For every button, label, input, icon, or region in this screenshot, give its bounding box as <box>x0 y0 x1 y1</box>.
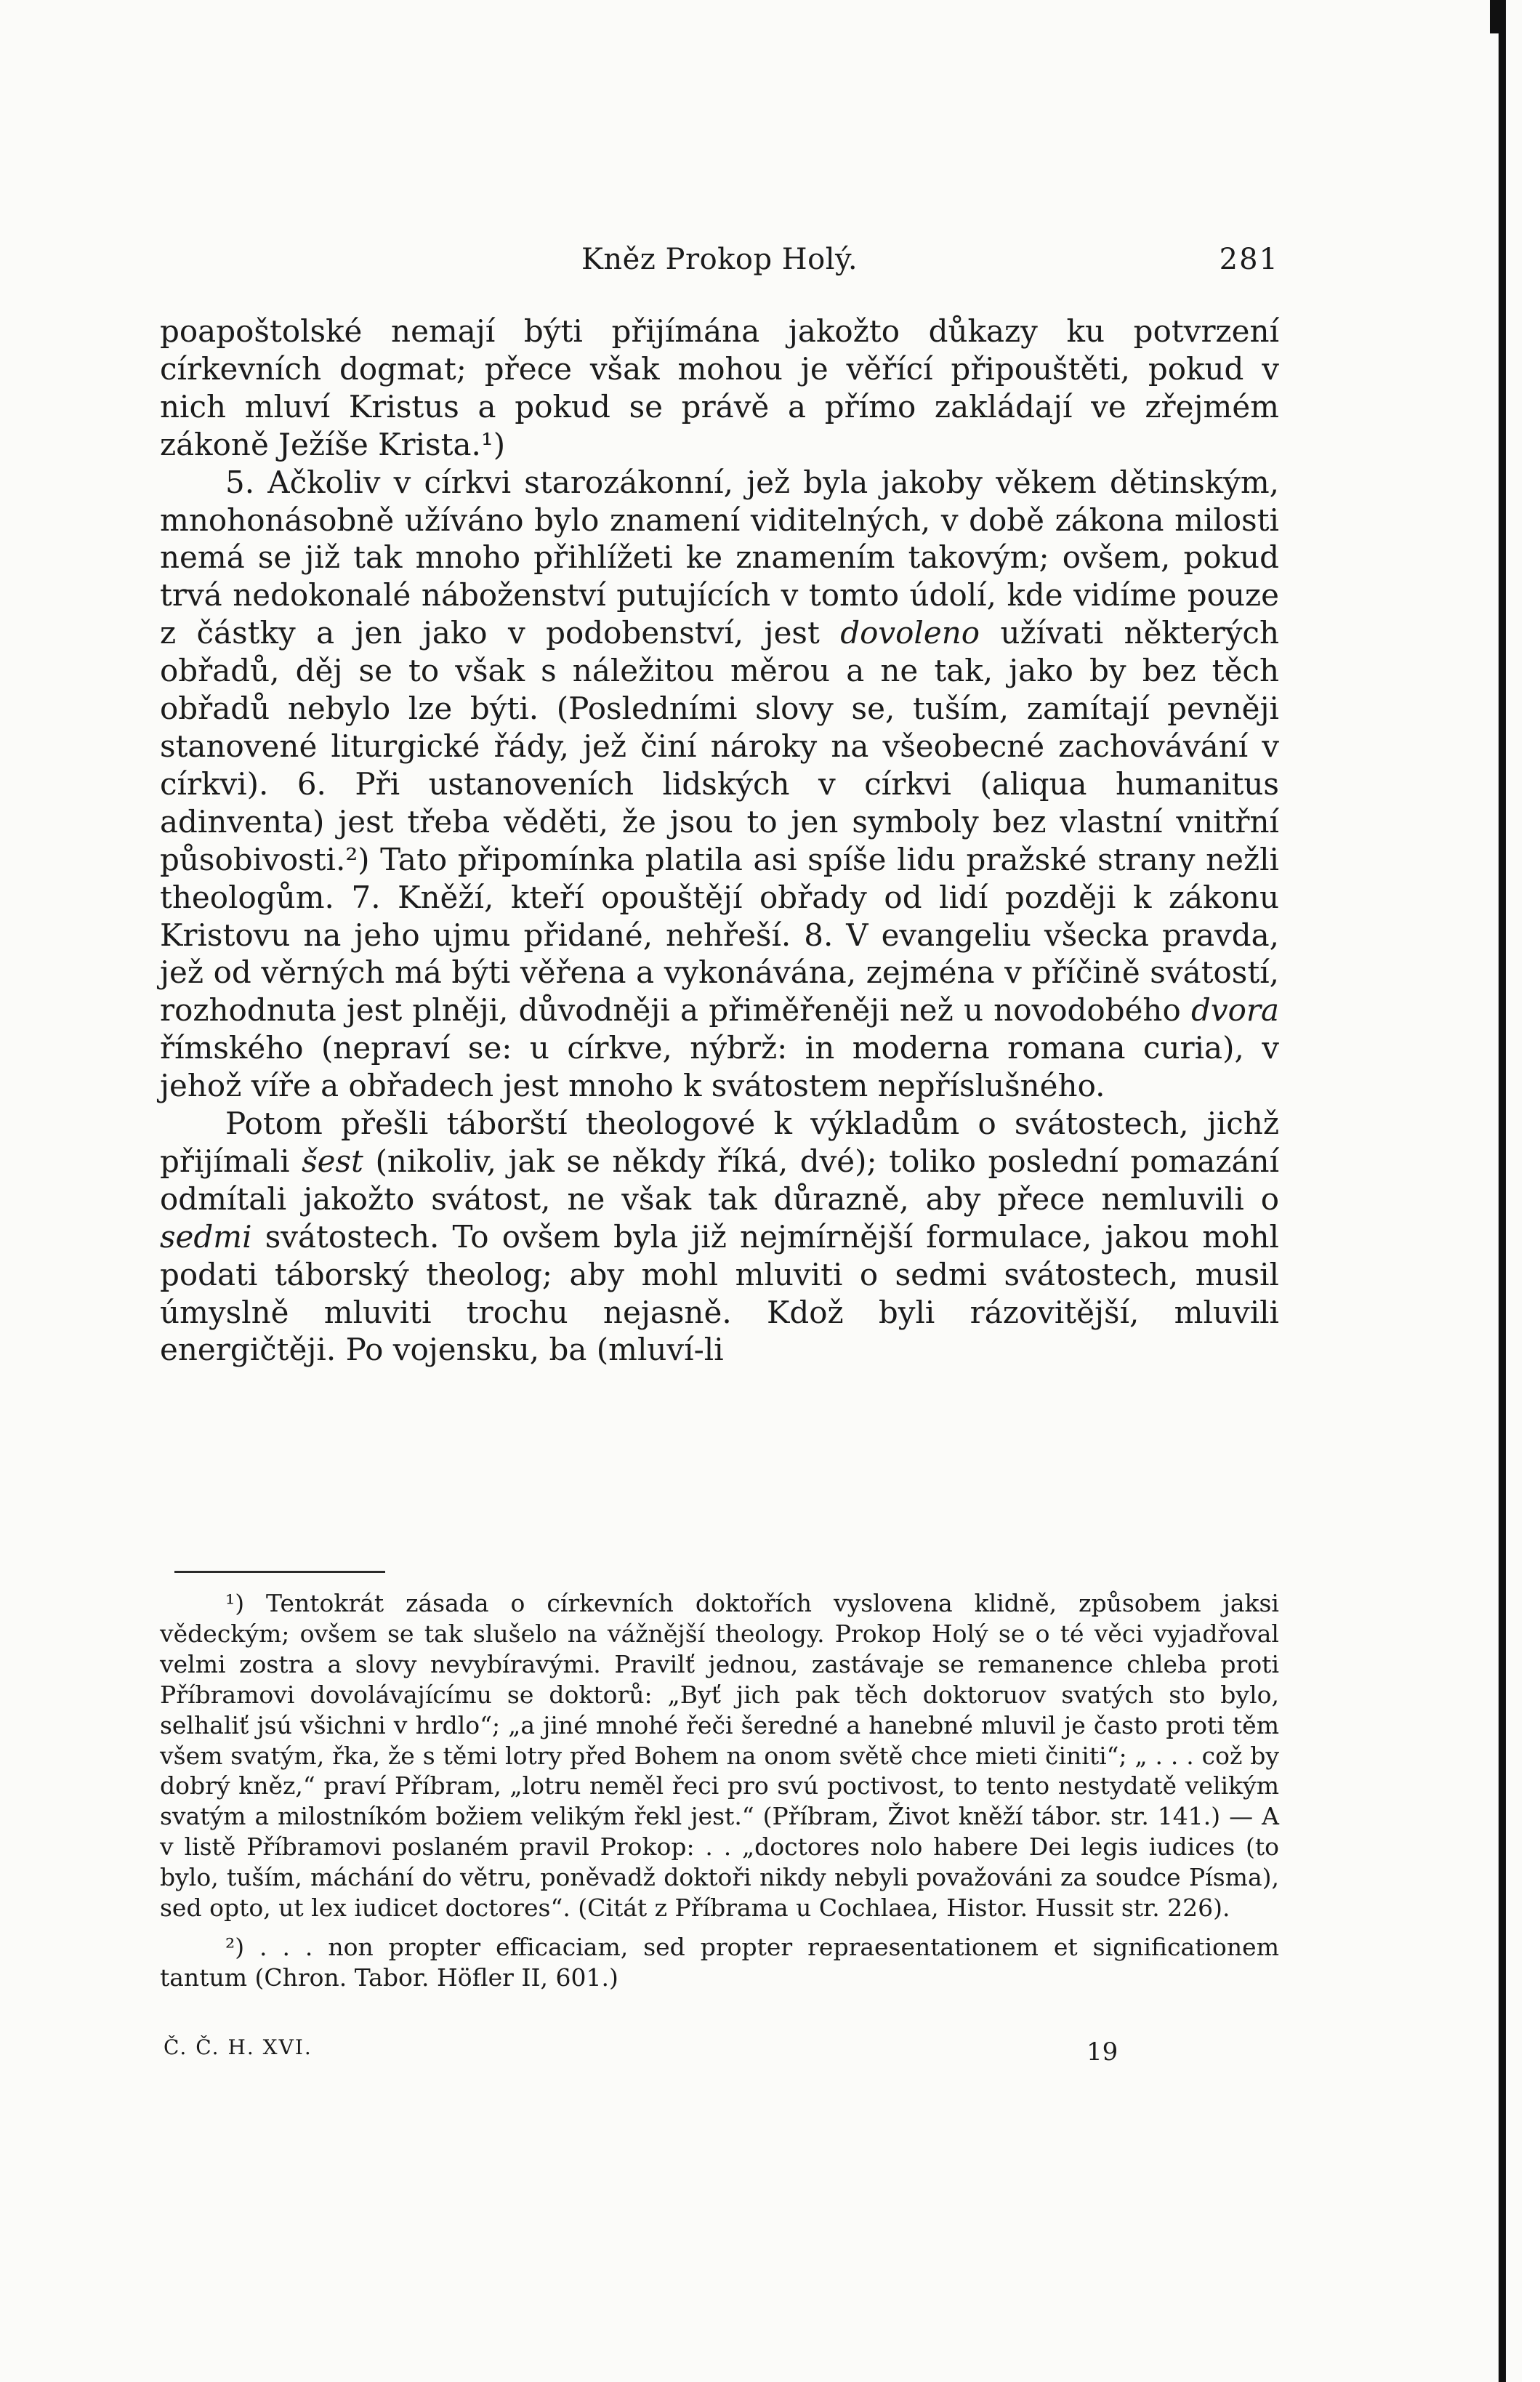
paragraph-3-text-b: (nikoliv, jak se někdy říká, dvé); toliko poslední pomazání odmítali jakožto svátost, ne však tak důrazně, aby přece nemluvili o <box>160 1143 1280 1217</box>
paragraph-2-text: 5. Ačkoliv v církvi starozákonní, jež byla jakoby věkem dětinským, mnohonásobně užíváno bylo znamení viditelných, v době zákona milosti nemá se již tak mnoho přihlížeti ke znamením takovým; ovšem, pokud trvá nedokonalé náboženství putujících v tomto údolí, kde vidíme pouze z částky a jen jako v podobenství, jest <box>160 464 1279 651</box>
footnote-1: ¹) Tentokrát zásada o církevních doktořích vyslovena klidně, způsobem jaksi vědeckým; ovšem se tak slušelo na vážnější theology. Prokop Holý se o té věci vyjadřoval velmi zostra a slovy nevybíravými. Pravilť jednou, zastávaje se remanence chleba proti Příbramovi dovolávajícímu se doktorů: „Byť jich pak těch doktoruov svatých sto bylo, selhaliť jsú všichni v hrdlo“; „a jiné mnohé řeči šeredné a hanebné mluvil je často proti těm všem svatým, řka, že s těmi lotry před Bohem na onom světě chce mieti činiti“; „ . . . což by dobrý kněz,“ praví Příbram, „lotru neměl řeci pro svú poctivost, to tento nestydatě velikým svatým a milostníkóm božiem velikým řekl jest.“ (Příbram, Život kněží tábor. str. 141.) — A v listě Příbramovi poslaném pravil Prokop: . . „doctores nolo habere Dei legis iudices (to bylo, tuším, máchání do větru, poněvadž doktoři nikdy nebyli považováni za soudce Písma), sed opto, ut lex iudicet doctores“. (Citát z Příbrama u Cochlaea, Histor. Hussit str. 226). <box>160 1589 1279 1923</box>
main-text <box>160 313 1279 1369</box>
paragraph-3 <box>160 1105 1279 1369</box>
footnote-2: ²) . . . non propter efficaciam, sed propter repraesentationem et significationem tantum (Chron. Tabor. Höfler II, 601.) <box>160 1932 1279 1992</box>
sheet-number: 19 <box>1087 2037 1118 2067</box>
footnote-rule <box>174 1571 385 1573</box>
emphasis-sedmi: sedmi <box>160 1218 252 1255</box>
running-title: Kněz Prokop Holý. <box>581 243 858 276</box>
emphasis-dvora: dvora <box>1190 992 1279 1029</box>
paragraph-1: poapoštolské nemají býti přijímána jakožto důkazy ku potvrzení církevních dogmat; přece však mohou je věřící připouštěti, pokud v nich mluví Kristus a pokud se právě a přímo zakládají ve zřejmém zákoně Ježíše Krista.¹) <box>160 313 1279 462</box>
page-number: 281 <box>1219 243 1279 276</box>
paragraph-2-text-end: římského (nepraví se: u církve, nýbrž: in moderna romana curia), v jehož víře a obřadech jest mnoho k svátostem nepříslušného. <box>160 1030 1279 1104</box>
signature-mark: Č. Č. H. XVI. <box>164 2035 313 2059</box>
paragraph-2 <box>160 464 1279 1105</box>
scan-edge-line <box>1499 0 1506 2382</box>
emphasis-dovoleno: dovoleno <box>840 615 980 651</box>
running-header <box>160 243 1279 289</box>
emphasis-sest: šest <box>302 1143 363 1179</box>
paragraph-2-text-cont: užívati některých obřadů, děj se to však s náležitou měrou a ne tak, jako by bez těch obřadů nebylo lze býti. (Posledními slovy se, tuším, zamítají pevněji stanovené liturgické řády, jež činí nároky na všeobecné zachovávání v církvi). 6. Při ustanoveních lidských v církvi (aliqua humanitus adinventa) jest třeba věděti, že jsou to jen symboly bez vlastní vnitřní působivosti.²) Tato připomínka platila asi spíše lidu pražské strany nežli theologům. 7. Kněží, kteří opouštějí obřady od lidí později k zákonu Kristovu na jeho ujmu přidané, nehřeší. 8. V evangeliu všecka pravda, jež od věrných má býti věřena a vykonávána, zejména v příčině svátostí, rozhodnuta jest plněji, důvodněji a přiměřeněji než u novodobého <box>160 615 1279 1029</box>
footnotes <box>160 1588 1279 1993</box>
paragraph-3-text-c: svátostech. To ovšem byla již nejmírnější formulace, jakou mohl podati táborský theolog; aby mohl mluviti o sedmi svátostech, musil úmyslně mluviti trochu nejasně. Kdož byli rázovitější, mluvili energičtěji. Po vojensku, ba (mluví-li <box>160 1218 1279 1368</box>
paragraph-3-text-a: Potom přešli táborští theologové k výkladům o svátostech, jichž přijímali <box>160 1106 1279 1179</box>
scan-edge-tab <box>1490 0 1506 33</box>
